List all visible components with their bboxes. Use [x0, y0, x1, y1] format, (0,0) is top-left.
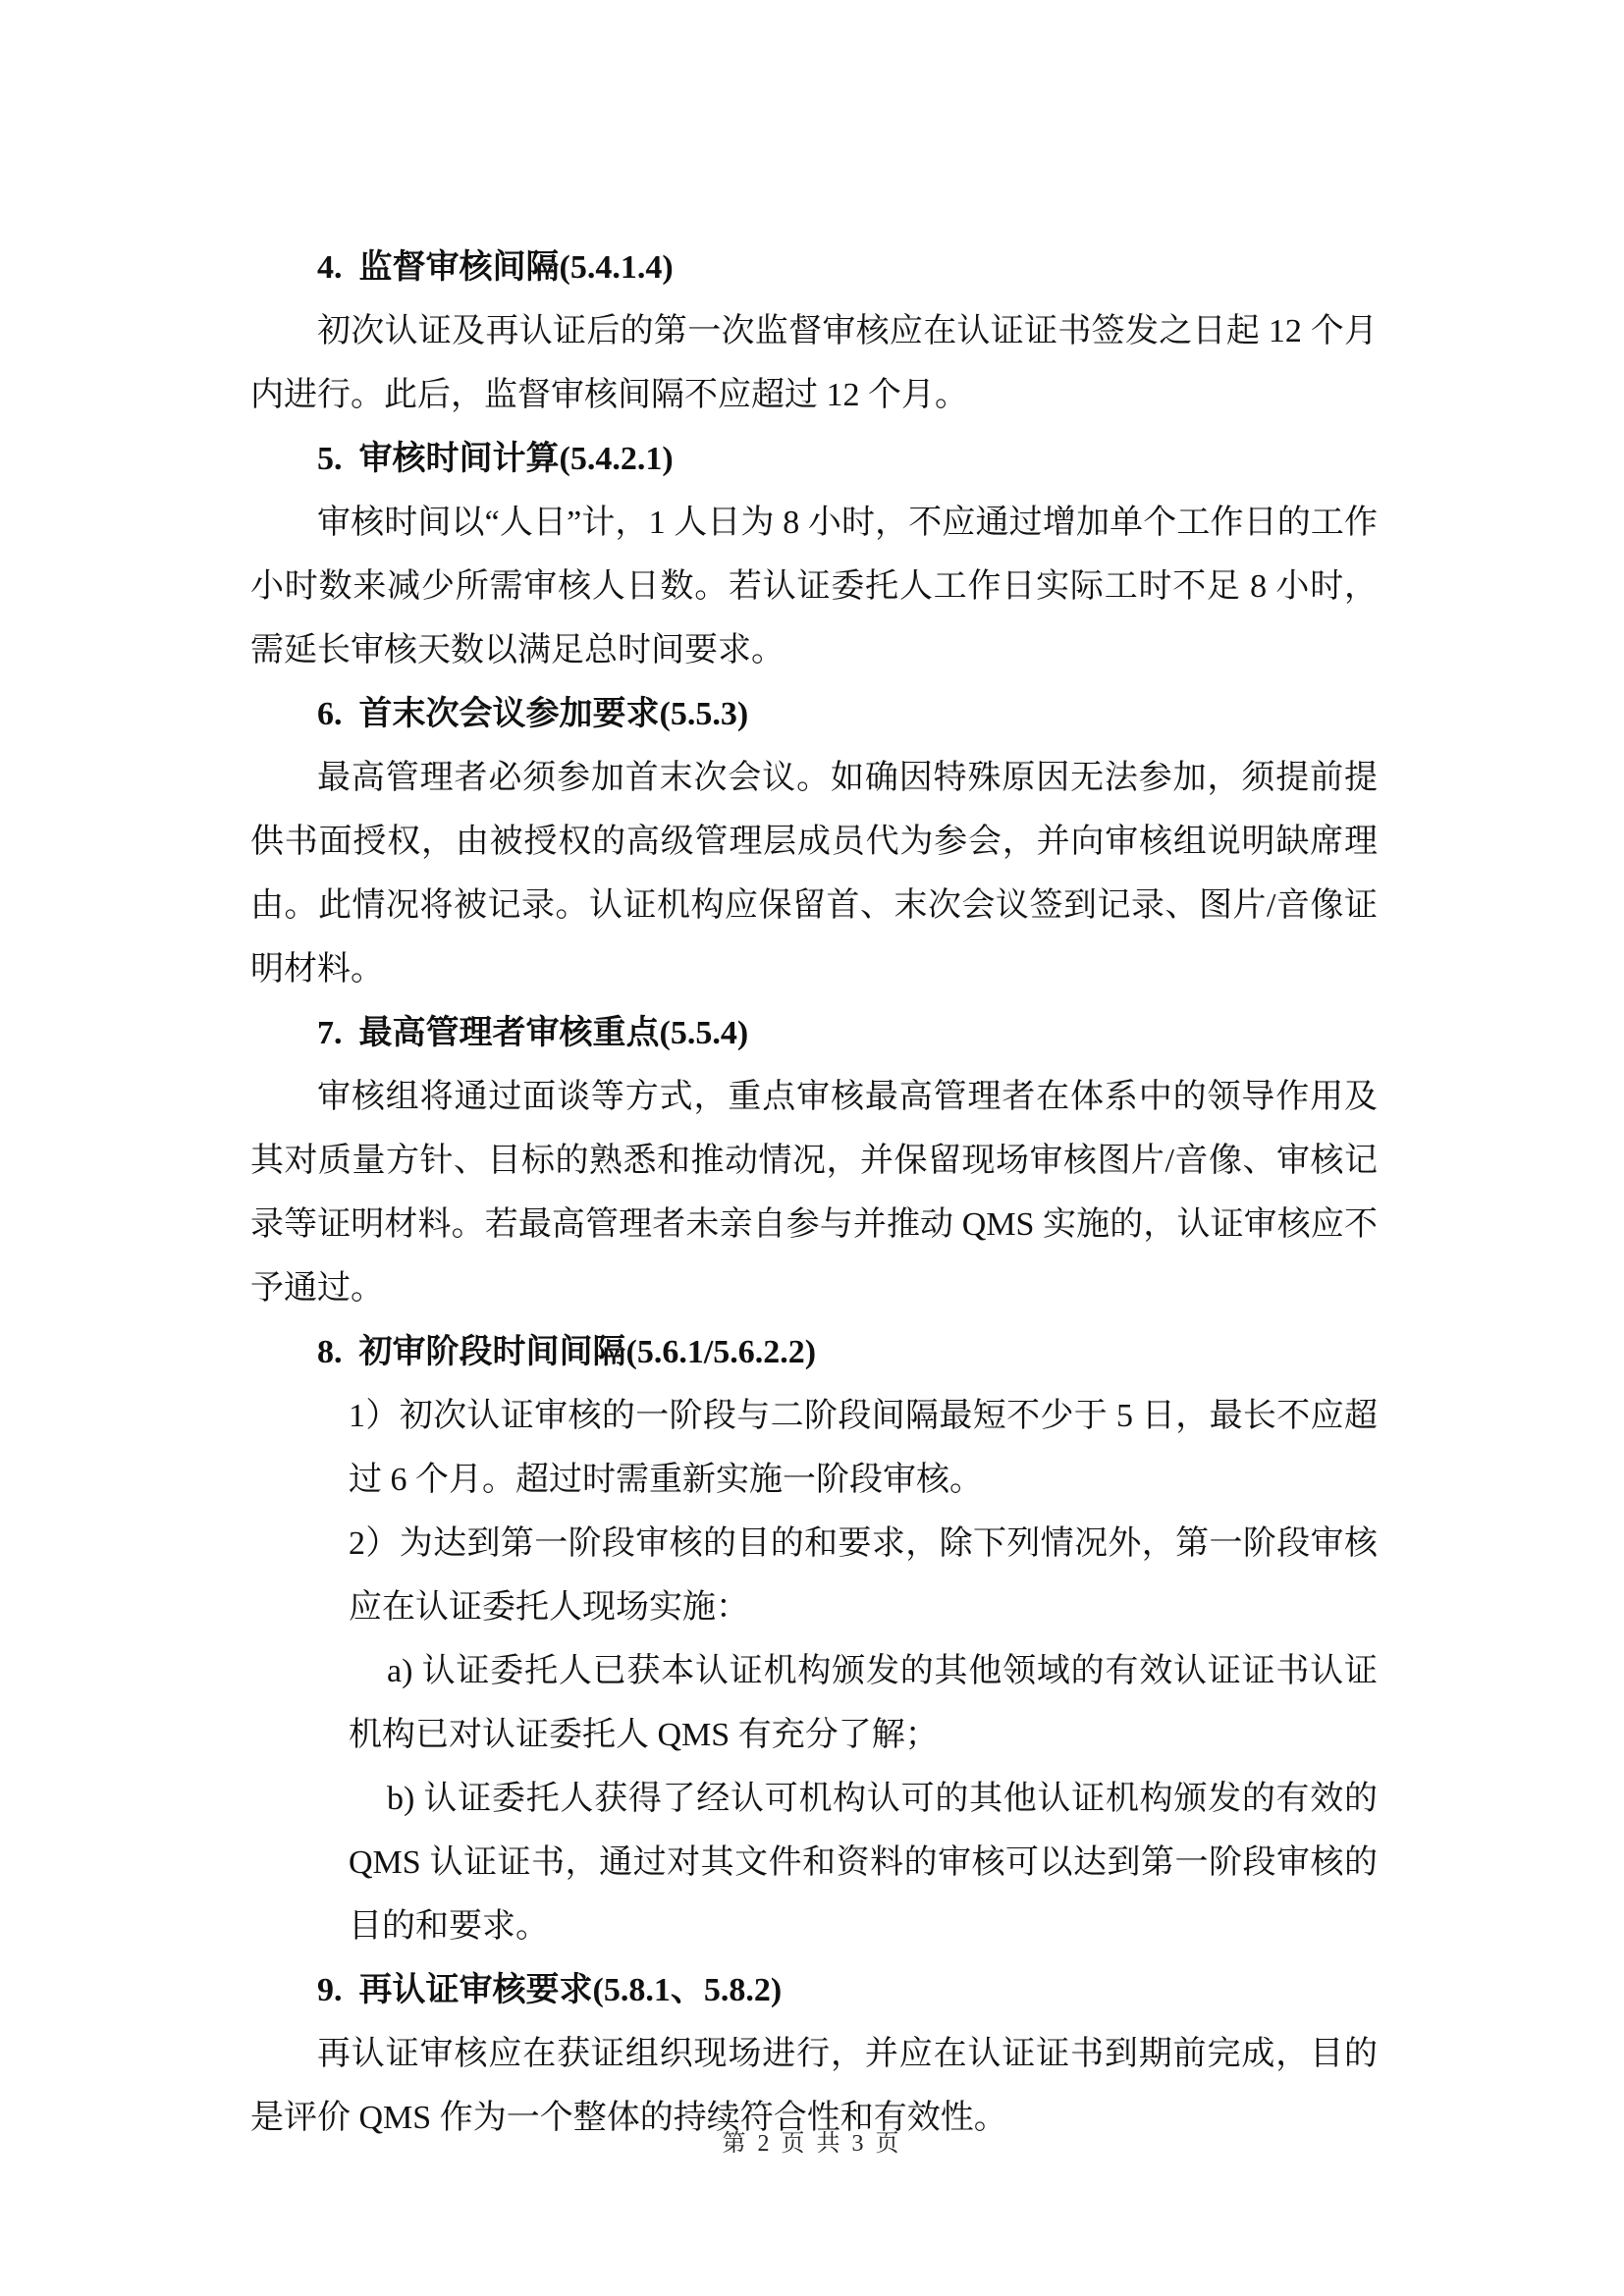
paragraph: 审核组将通过面谈等方式，重点审核最高管理者在体系中的领导作用及其对质量方针、目标的熟悉和推动情况，并保留现场审核图片/音像、审核记录等证明材料。若最高管理者未亲自参与并推动 QMS 实施的，认证审核应不予通过。 — [250, 1079, 1378, 1307]
section-heading: 8. 初审阶段时间间隔(5.6.1/5.6.2.2) — [317, 1334, 817, 1370]
paragraph: 初次认证及再认证后的第一次监督审核应在认证证书签发之日起 12 个月内进行。此后，监督审核间隔不应超过 12 个月。 — [250, 313, 1378, 413]
section-heading: 6. 首末次会议参加要求(5.5.3) — [317, 696, 749, 732]
paragraph: a) 认证委托人已获本认证机构颁发的其他领域的有效认证证书认证机构已对认证委托人 QMS 有充分了解； — [349, 1653, 1378, 1753]
paragraph: 审核时间以“人日”计，1 人日为 8 小时，不应通过增加单个工作日的工作小时数来减少所需审核人日数。若认证委托人工作日实际工时不足 8 小时，需延长审核天数以满足总时间要求。 — [250, 505, 1378, 668]
paragraph: 2）为达到第一阶段审核的目的和要求，除下列情况外，第一阶段审核应在认证委托人现场实施： — [349, 1525, 1378, 1626]
section-heading: 5. 审核时间计算(5.4.2.1) — [317, 441, 674, 477]
page-number-footer: 第 2 页 共 3 页 — [722, 2131, 902, 2157]
section-heading: 9. 再认证审核要求(5.8.1、5.8.2) — [317, 1972, 783, 2008]
paragraph: 再认证审核应在获证组织现场进行，并应在认证证书到期前完成，目的是评价 QMS 作为一个整体的持续符合性和有效性。 — [250, 2036, 1378, 2136]
section-heading: 4. 监督审核间隔(5.4.1.4) — [317, 249, 674, 286]
document-body — [250, 236, 1378, 2150]
paragraph: 最高管理者必须参加首末次会议。如确因特殊原因无法参加，须提前提供书面授权，由被授权的高级管理层成员代为参会，并向审核组说明缺席理由。此情况将被记录。认证机构应保留首、末次会议签到记录、图片/音像证明材料。 — [250, 760, 1378, 988]
paragraph: b) 认证委托人获得了经认可机构认可的其他认证机构颁发的有效的 QMS 认证证书，通过对其文件和资料的审核可以达到第一阶段审核的目的和要求。 — [349, 1781, 1378, 1945]
section-heading: 7. 最高管理者审核重点(5.5.4) — [317, 1015, 749, 1051]
paragraph: 1）初次认证审核的一阶段与二阶段间隔最短不少于 5 日，最长不应超过 6 个月。超过时需重新实施一阶段审核。 — [349, 1398, 1378, 1498]
